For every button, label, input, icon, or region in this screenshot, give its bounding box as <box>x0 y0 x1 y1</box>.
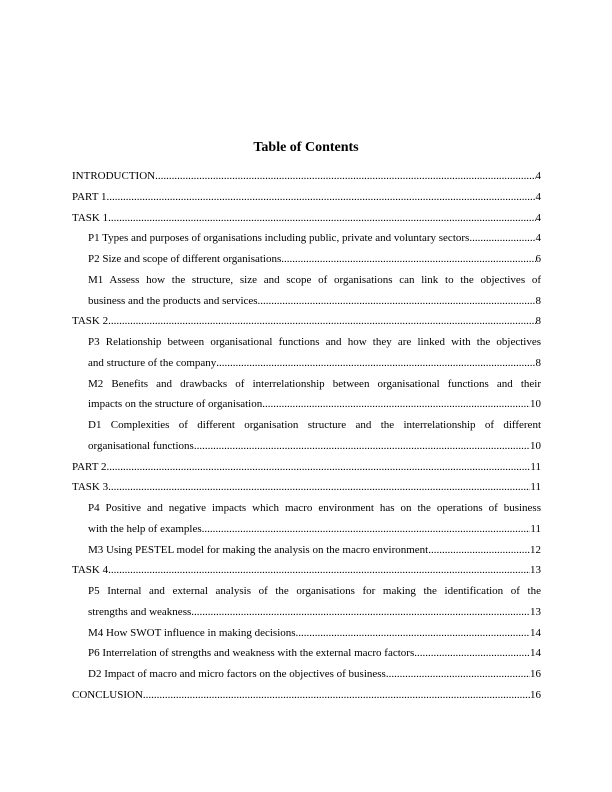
dot-leader <box>296 623 530 644</box>
toc-entry-label: CONCLUSION <box>72 688 143 701</box>
toc-entry-task-2[interactable] <box>72 311 541 332</box>
toc-page-number: 11 <box>530 522 541 535</box>
toc-entry-label: PART 1 <box>72 190 107 203</box>
toc-entry-d2[interactable] <box>72 664 541 685</box>
toc-page-number: 14 <box>530 647 541 660</box>
toc-entry-m1[interactable] <box>72 270 541 312</box>
toc-entry-part-2[interactable] <box>72 457 541 478</box>
toc-page-number: 13 <box>530 605 541 618</box>
toc-entry-label: M4 How SWOT influence in making decisions <box>88 626 296 639</box>
toc-page-number: 10 <box>530 439 541 452</box>
toc-entry-label: D2 Impact of macro and micro factors on the objectives of business <box>88 668 386 680</box>
toc-entry-label: M3 Using PESTEL model for making the analysis on the macro environment <box>88 543 429 556</box>
toc-page-number: 16 <box>530 688 541 701</box>
toc-entry-label-line2: with the help of examples <box>88 522 202 535</box>
toc-page-number: 4 <box>535 170 541 182</box>
toc-entry-label: TASK 2 <box>72 315 109 328</box>
toc-entry-d1[interactable] <box>72 415 541 457</box>
dot-leader <box>281 249 535 270</box>
toc-page-number: 16 <box>530 668 541 680</box>
toc-entry-label-line1: M2 Benefits and drawbacks of interrelationship between organisational functions and their <box>88 377 541 390</box>
dot-leader <box>216 353 535 374</box>
toc-entry-label-line2: impacts on the structure of organisation <box>88 398 263 411</box>
dot-leader <box>108 311 535 332</box>
toc-entry-conclusion[interactable] <box>72 685 541 706</box>
dot-leader <box>386 664 530 685</box>
dot-leader <box>469 228 535 249</box>
dot-leader <box>108 560 530 581</box>
dot-leader <box>155 166 535 187</box>
dot-leader <box>107 187 536 208</box>
toc-page-number: 8 <box>535 294 541 307</box>
toc-page-number: 4 <box>535 190 541 203</box>
toc-entry-m4[interactable] <box>72 623 541 644</box>
toc-entry-label: TASK 3 <box>72 481 109 494</box>
toc-entry-label: P2 Size and scope of different organisations <box>88 253 282 265</box>
dot-leader <box>108 208 535 229</box>
dot-leader <box>262 394 530 415</box>
toc-page-number: 6 <box>535 253 541 265</box>
toc-entry-label-line1: P5 Internal and external analysis of the organisations for making the identification of the <box>88 585 541 597</box>
toc-entry-label-line2: strengths and weakness <box>88 605 192 618</box>
toc-entry-label-line1: D1 Complexities of different organisation structure and the interrelationship of different <box>88 419 541 431</box>
toc-entry-label-line1: P4 Positive and negative impacts which macro environment has on the operations of business <box>88 502 541 514</box>
table-of-contents <box>72 166 541 706</box>
toc-entry-label-line2: and structure of the company <box>88 356 217 369</box>
toc-page-number: 12 <box>530 543 541 556</box>
toc-entry-label: TASK 1 <box>72 211 109 224</box>
toc-entry-p6[interactable] <box>72 643 541 664</box>
toc-page-number: 13 <box>530 564 541 577</box>
dot-leader <box>194 436 530 457</box>
toc-entry-introduction[interactable] <box>72 166 541 187</box>
toc-entry-label: PART 2 <box>72 460 107 473</box>
dot-leader <box>108 477 530 498</box>
toc-entry-label-line1: M1 Assess how the structure, size and scope of organisations can link to the objectives of <box>88 273 541 286</box>
toc-entry-label: INTRODUCTION <box>72 170 156 182</box>
toc-entry-task-3[interactable] <box>72 477 541 498</box>
toc-entry-label-line1: P3 Relationship between organisational functions and how they are linked with the objectives <box>88 336 541 348</box>
toc-entry-task-4[interactable] <box>72 560 541 581</box>
toc-entry-p5[interactable] <box>72 581 541 623</box>
toc-entry-label: TASK 4 <box>72 564 109 577</box>
toc-entry-p4[interactable] <box>72 498 541 540</box>
toc-entry-task-1[interactable] <box>72 208 541 229</box>
dot-leader <box>191 602 530 623</box>
toc-page-number: 4 <box>535 211 541 224</box>
toc-page-number: 14 <box>530 626 541 639</box>
toc-entry-m2[interactable] <box>72 374 541 416</box>
dot-leader <box>428 540 530 561</box>
toc-page-number: 11 <box>530 481 541 494</box>
toc-entry-m3[interactable] <box>72 540 541 561</box>
dot-leader <box>258 291 536 312</box>
dot-leader <box>107 457 531 478</box>
toc-entry-label: P1 Types and purposes of organisations including public, private and voluntary sectors <box>88 232 470 245</box>
dot-leader <box>143 685 530 706</box>
toc-entry-label: P6 Interrelation of strengths and weakness with the external macro factors <box>88 647 415 660</box>
toc-entry-p3[interactable] <box>72 332 541 374</box>
toc-page-number: 10 <box>530 398 541 411</box>
dot-leader <box>414 643 530 664</box>
toc-entry-p2[interactable] <box>72 249 541 270</box>
toc-page-number: 4 <box>535 232 541 245</box>
toc-entry-label-line2: business and the products and services <box>88 294 258 307</box>
toc-page-number: 11 <box>530 460 541 473</box>
dot-leader <box>202 519 531 540</box>
toc-entry-p1[interactable] <box>72 228 541 249</box>
toc-page-number: 8 <box>535 356 541 369</box>
toc-entry-part-1[interactable] <box>72 187 541 208</box>
toc-page-number: 8 <box>535 315 541 328</box>
toc-entry-label-line2: organisational functions <box>88 439 194 452</box>
page-title: Table of Contents <box>253 140 359 155</box>
